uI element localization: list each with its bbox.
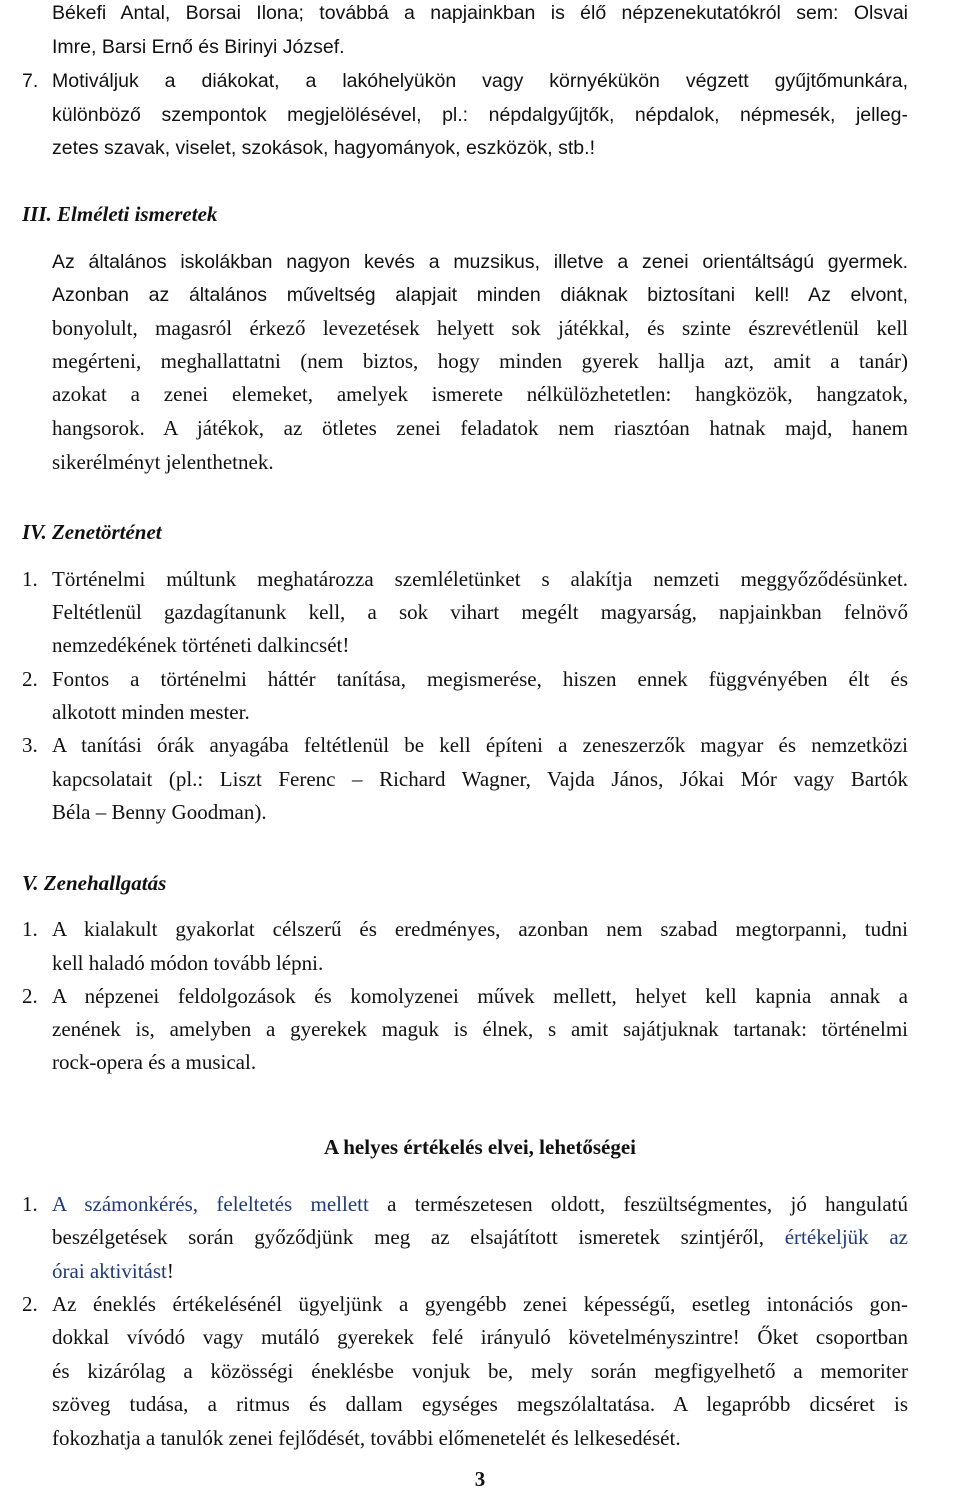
page-number: 3: [474, 1467, 486, 1491]
paragraph-line: alkotott minden mester.: [52, 700, 250, 724]
paragraph-line: A tanítási órák anyagába feltétlenül be kell építeni a zeneszerzők magyar és nemzetközi: [52, 733, 908, 757]
paragraph-line: Békefi Antal, Borsai Ilona; továbbá a napjainkban is élő népzenekutatókról sem: Olsvai: [52, 2, 908, 24]
paragraph-line: különböző szempontok megjelölésével, pl.: népdalgyűjtők, népdalok, népmesék, jelleg-: [52, 104, 908, 126]
paragraph-line: és kizárólag a közösségi éneklésbe vonjuk be, mely során megfigyelhető a memoriter: [52, 1359, 908, 1383]
list-number: 2.: [22, 1292, 38, 1316]
paragraph-line: rock-opera és a musical.: [52, 1050, 257, 1074]
section-heading: III. Elméleti ismeretek: [22, 202, 218, 226]
paragraph-line: Motiváljuk a diákokat, a lakóhelyükön vagy környékükön végzett gyűjtőmunkára,: [52, 70, 908, 92]
paragraph-line: [52, 1254, 174, 1288]
paragraph-line: dokkal vívódó vagy mutáló gyerekek felé irányuló követelményszintre! Őket csoportban: [52, 1325, 908, 1349]
paragraph-line: Történelmi múltunk meghatározza szemléletünket s alakítja nemzeti meggyőződésünket.: [52, 567, 908, 591]
highlighted-text: órai aktivitást: [52, 1259, 167, 1283]
paragraph-line: [52, 1187, 908, 1221]
evaluation-title: A helyes értékelés elvei, lehetőségei: [324, 1135, 636, 1159]
paragraph-line: Imre, Barsi Ernő és Birinyi József.: [52, 36, 345, 58]
paragraph-line: Az éneklés értékelésénél ügyeljünk a gyengébb zenei képességű, esetleg intonációs gon-: [52, 1292, 908, 1316]
paragraph-line: megérteni, meghallattatni (nem biztos, hogy minden gyerek hallja azt, amit a tanár): [52, 349, 908, 373]
plain-text: !: [166, 1259, 174, 1283]
paragraph-line: A kialakult gyakorlat célszerű és eredményes, azonban nem szabad megtorpanni, tudni: [52, 917, 908, 941]
list-number: 1.: [22, 567, 38, 591]
paragraph-line: zenének is, amelyben a gyerekek maguk is élnek, s amit sajátjuknak tartanak: történelmi: [52, 1017, 908, 1041]
paragraph-line: kell haladó módon tovább lépni.: [52, 951, 324, 975]
paragraph-line: Béla – Benny Goodman).: [52, 800, 267, 824]
paragraph-line: nemzedékének történeti dalkincsét!: [52, 633, 350, 657]
paragraph-line: hangsorok. A játékok, az ötletes zenei feladatok nem riasztóan hatnak majd, hanem: [52, 416, 908, 440]
list-number: 1.: [22, 1192, 38, 1216]
list-number: 2.: [22, 984, 38, 1008]
section-heading: IV. Zenetörténet: [22, 520, 162, 544]
section-heading: V. Zenehallgatás: [22, 871, 167, 895]
paragraph-line: [52, 1220, 908, 1254]
paragraph-line: bonyolult, magasról érkező levezetések helyett sok játékkal, és szinte észrevétlenül kell: [52, 316, 908, 340]
highlighted-text: A számonkérés, feleltetés mellett: [52, 1192, 369, 1216]
paragraph-line: kapcsolatait (pl.: Liszt Ferenc – Richard Wagner, Vajda János, Jókai Mór vagy Bartók: [52, 767, 908, 791]
list-number: 3.: [22, 733, 38, 757]
paragraph-line: Azonban az általános műveltség alapjait minden diáknak biztosítani kell! Az elvont,: [52, 284, 908, 306]
list-number: 7.: [22, 70, 39, 92]
plain-text: a természetesen oldott, feszültségmentes, jó hangulatú: [368, 1192, 908, 1216]
paragraph-line: sikerélményt jelenthetnek.: [52, 450, 274, 474]
paragraph-line: Az általános iskolákban nagyon kevés a muzsikus, illetve a zenei orientáltságú gyermek.: [52, 251, 908, 273]
paragraph-line: fokozhatja a tanulók zenei fejlődését, további előmenetelét és lelkesedését.: [52, 1426, 681, 1450]
paragraph-line: zetes szavak, viselet, szokások, hagyományok, eszközök, stb.!: [52, 137, 595, 159]
plain-text: beszélgetések során győződjünk meg az elsajátított ismeretek szintjéről,: [52, 1225, 785, 1249]
list-number: 2.: [22, 667, 38, 691]
paragraph-line: azokat a zenei elemeket, amelyek ismerete nélkülözhetetlen: hangközök, hangzatok,: [52, 382, 908, 406]
paragraph-line: szöveg tudása, a ritmus és dallam egységes megszólaltatása. A legapróbb dicséret is: [52, 1392, 908, 1416]
highlighted-text: értékeljük az: [784, 1225, 908, 1249]
list-number: 1.: [22, 917, 38, 941]
paragraph-line: A népzenei feldolgozások és komolyzenei művek mellett, helyet kell kapnia annak a: [52, 984, 908, 1008]
paragraph-line: Feltétlenül gazdagítanunk kell, a sok vihart megélt magyarság, napjainkban felnövő: [52, 600, 908, 624]
paragraph-line: Fontos a történelmi háttér tanítása, megismerése, hiszen ennek függvényében élt és: [52, 667, 908, 691]
